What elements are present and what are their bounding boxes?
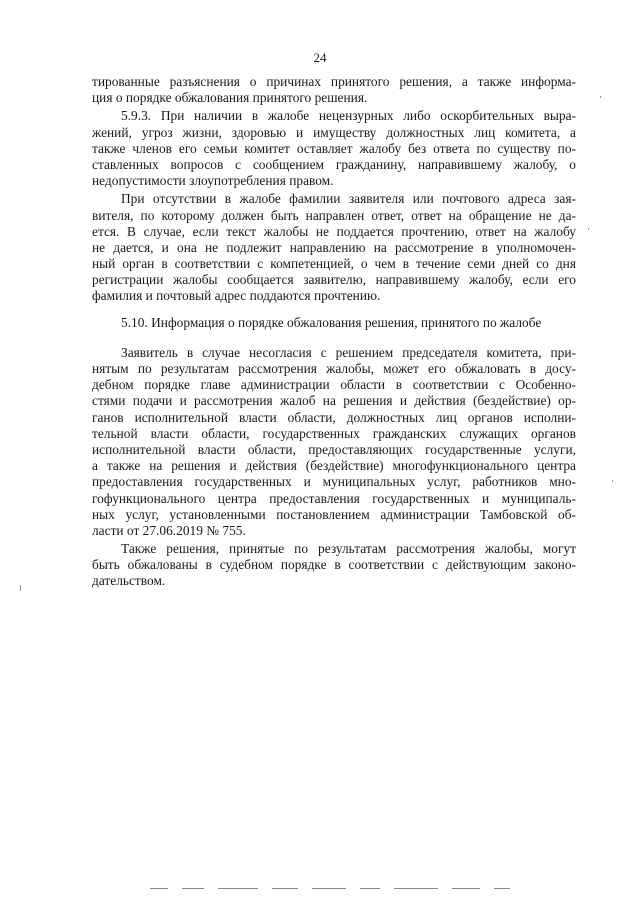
document-body — [92, 74, 576, 590]
text-line: ция о порядке обжалования принятого решения. — [92, 90, 368, 106]
text-line: ный орган в соответствии с компетенцией, о чем в течение семи дней со дня — [92, 256, 576, 272]
text-line: не дается, и она не подлежит направлению на рассмотрение в уполномочен- — [92, 239, 576, 255]
text-line: а также на решения и действия (бездействие) многофункционального центра — [92, 458, 576, 474]
paragraph — [92, 74, 576, 106]
text-line: нятым по результатам рассмотрения жалобы, может его обжаловать в досу- — [92, 361, 576, 377]
text-line: ется. В случае, если текст жалобы не поддается прочтению, ответ на жалобу — [92, 223, 576, 239]
paragraph — [92, 541, 576, 590]
text-line: фамилия и почтовый адрес поддаются прочтению. — [92, 288, 381, 304]
paragraphs-before-heading — [92, 74, 576, 305]
text-line: недопустимости злоупотребления правом. — [92, 173, 334, 189]
text-line: Заявитель в случае несогласия с решением председателя комитета, при- — [121, 344, 576, 360]
text-line: регистрации жалобы сообщается заявителю, направившему жалобу, если его — [92, 272, 576, 288]
scan-footer-marks — [150, 888, 530, 892]
text-line: Также решения, принятые по результатам рассмотрения жалобы, могут — [121, 541, 576, 557]
text-line: При отсутствии в жалобе фамилии заявителя или почтового адреса зая- — [121, 191, 576, 207]
text-line: вителя, по которому должен быть направлен ответ, ответ на обращение не да- — [92, 207, 576, 223]
page-number: 24 — [313, 50, 327, 65]
text-line: гофункционального центра предоставления государственных и муниципаль- — [92, 490, 576, 506]
text-line: исполнительной власти области, предоставляющих государственные услуги, — [92, 441, 576, 457]
text-line: ных услуг, установленными постановлением администрации Тамбовской об- — [92, 506, 576, 522]
text-line: тированные разъяснения о причинах принятого решения, а также информа- — [92, 74, 576, 89]
scan-artifact — [588, 228, 589, 230]
text-line: жений, угроз жизни, здоровью и имуществу должностных лиц комитета, а — [92, 124, 576, 140]
text-line: также членов его семьи комитет оставляет жалобу без ответа по существу по- — [92, 140, 576, 156]
paragraph — [92, 345, 576, 539]
text-line: быть обжалованы в судебном порядке в соответствии с действующим законо- — [92, 557, 576, 573]
paragraph — [92, 108, 576, 189]
text-line: 5.9.3. При наличии в жалобе нецензурных либо оскорбительных выра- — [121, 108, 576, 124]
paragraphs-after-heading — [92, 345, 576, 590]
text-line: дательством. — [92, 573, 166, 589]
scan-artifact — [20, 585, 21, 591]
text-line: ставленных вопросов с сообщением гражданину, направившему жалобу, о — [92, 156, 576, 172]
text-line: ласти от 27.06.2019 № 755. — [92, 522, 246, 538]
section-heading: 5.10. Информация о порядке обжалования решения, принятого по жалобе — [121, 314, 542, 330]
text-line: тельной власти области, государственных гражданских служащих органов — [92, 425, 576, 441]
text-line: стями подачи и рассмотрения жалоб на решения и действия (бездействие) ор- — [92, 393, 576, 409]
text-line: ганов исполнительной власти области, должностных лиц органов исполни- — [92, 409, 576, 425]
paragraph — [92, 191, 576, 304]
text-line: предоставления государственных и муниципальных услуг, работников мно- — [92, 474, 576, 490]
scan-artifact — [612, 480, 613, 482]
text-line: дебном порядке главе администрации области в соответствии с Особенно- — [92, 377, 576, 393]
scan-artifact — [600, 96, 601, 98]
